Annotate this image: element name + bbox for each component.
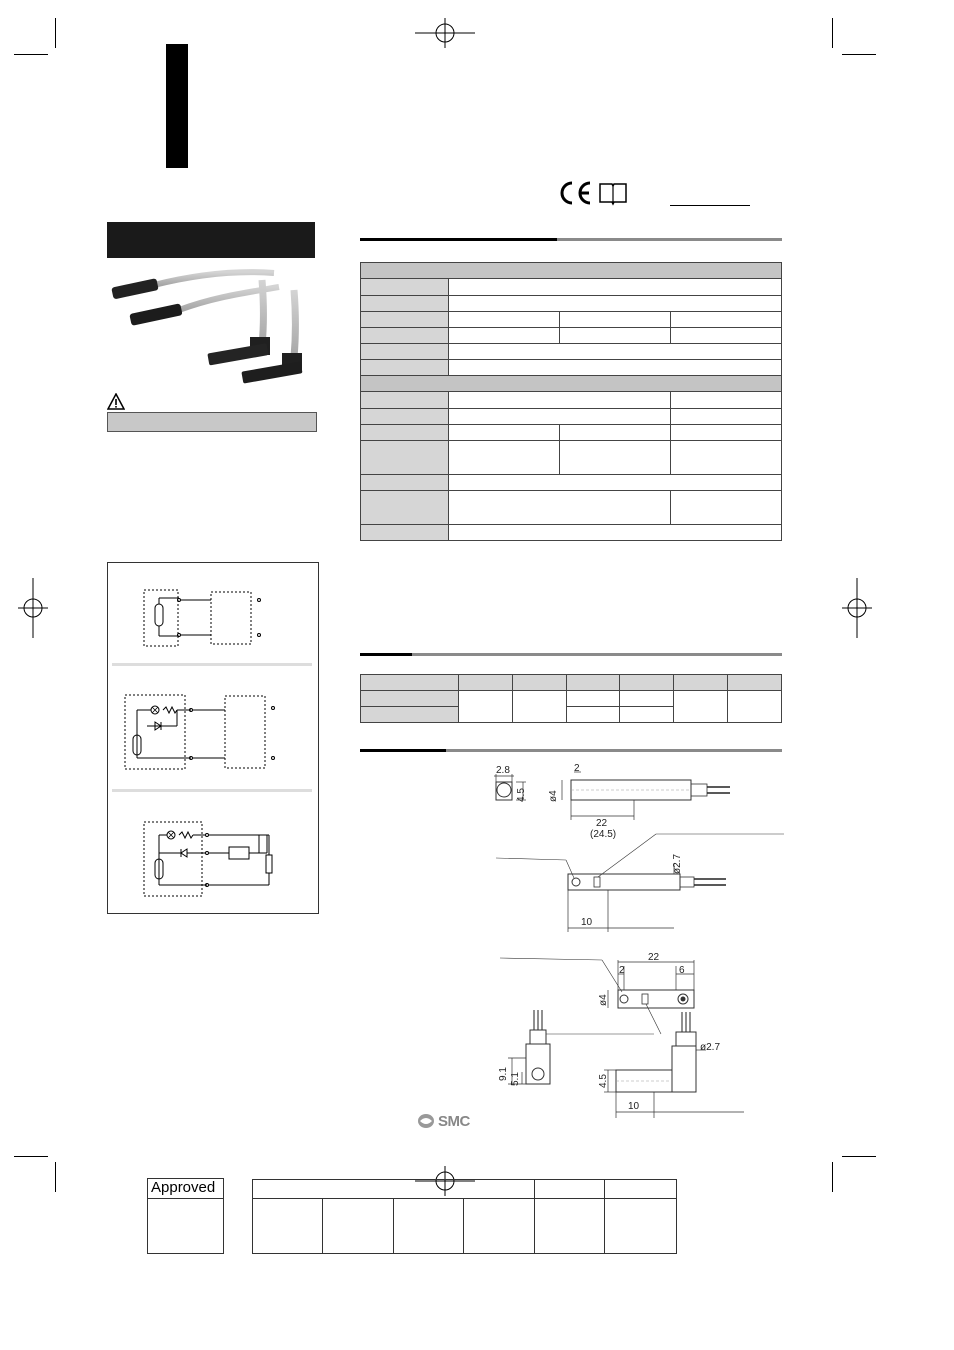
signature-col-divider [322, 1199, 323, 1253]
spec-cell [449, 475, 782, 491]
ce-mark-icon [556, 180, 594, 206]
weight-table [360, 674, 782, 723]
spec-cell [449, 296, 782, 312]
spec-cell [449, 409, 671, 425]
logo-text: SMC [438, 1112, 470, 1130]
spec-row-label [361, 392, 449, 409]
crop-mark [55, 1162, 56, 1192]
spec-row-label [361, 344, 449, 360]
weight-cell [566, 691, 620, 707]
section-rule-black [360, 653, 412, 656]
crop-mark [832, 1162, 833, 1192]
spec-cell [671, 392, 782, 409]
weight-header-cell [620, 675, 674, 691]
section-rule-gray [412, 653, 782, 656]
dim-label: 2 [574, 763, 580, 774]
warning-bar [107, 412, 317, 432]
weight-cell [512, 691, 566, 723]
spec-section-header [361, 263, 782, 279]
section-rule-black [360, 238, 557, 241]
product-title-bar [107, 222, 315, 258]
manual-book-icon [598, 180, 628, 206]
smc-logo-icon [417, 1113, 435, 1129]
crop-mark [842, 54, 876, 55]
spec-cell [671, 441, 782, 475]
spec-cell [449, 425, 560, 441]
weight-cell [566, 707, 620, 723]
spec-cell [449, 312, 560, 328]
spec-row-label [361, 409, 449, 425]
spec-row-label [361, 441, 449, 475]
specification-table [360, 262, 782, 541]
weight-cell [728, 691, 782, 723]
registration-mark-icon [18, 578, 48, 638]
smc-logo [417, 1111, 470, 1131]
dim-label: ø2.7 [672, 853, 683, 874]
spec-cell [560, 425, 671, 441]
spec-row-label [361, 475, 449, 491]
section-rule-gray [446, 749, 782, 752]
crop-mark [14, 1156, 48, 1157]
dim-label: 22 [648, 952, 660, 963]
dim-label: ø2.7 [700, 1042, 721, 1053]
weight-header-cell [459, 675, 513, 691]
weight-cell [620, 707, 674, 723]
signature-col-divider [534, 1179, 535, 1253]
signature-col-divider [604, 1179, 605, 1253]
dim-label: ø4 [548, 790, 559, 802]
signature-row-divider [252, 1198, 676, 1199]
product-photo [104, 265, 314, 395]
weight-header-cell [674, 675, 728, 691]
spec-cell [560, 441, 671, 475]
spec-cell [449, 392, 671, 409]
weight-header-cell [566, 675, 620, 691]
crop-mark [14, 54, 48, 55]
spec-cell [449, 491, 671, 525]
spec-cell [671, 328, 782, 344]
dim-label: 10 [628, 1101, 640, 1112]
dim-label: 2 [619, 965, 625, 976]
approved-divider [147, 1198, 223, 1199]
circuit-diagram-reed [107, 562, 317, 912]
reed-switch-symbol-icon [155, 604, 163, 626]
warning-triangle-icon [107, 393, 125, 410]
spec-cell [449, 328, 560, 344]
spec-cell [449, 441, 560, 475]
weight-cell [674, 691, 728, 723]
spec-row-label [361, 328, 449, 344]
spec-row-label [361, 312, 449, 328]
dim-label: 9.1 [498, 1067, 509, 1081]
spec-section-header [361, 376, 782, 392]
section-rule-gray [557, 238, 782, 241]
weight-cell [620, 691, 674, 707]
weight-header-cell [512, 675, 566, 691]
weight-header-cell [361, 675, 459, 691]
dimension-drawing-right-angle [486, 946, 776, 1126]
dim-label: 10 [581, 917, 593, 928]
dim-label: 6 [679, 965, 685, 976]
spec-cell [671, 491, 782, 525]
registration-mark-icon [842, 578, 872, 638]
weight-header-cell [728, 675, 782, 691]
spec-row-label [361, 296, 449, 312]
dim-label: ø4 [598, 994, 609, 1006]
dim-label: 22 [596, 818, 608, 829]
weight-row-label [361, 707, 459, 723]
spec-cell [449, 344, 782, 360]
section-rule-black [360, 749, 446, 752]
spec-cell [671, 425, 782, 441]
dim-label: 4.5 [516, 788, 527, 802]
spec-cell [671, 409, 782, 425]
spec-cell [671, 312, 782, 328]
dim-label: 4.5 [598, 1074, 609, 1088]
dim-label: (24.5) [590, 829, 617, 840]
spec-cell [560, 328, 671, 344]
signature-table [252, 1179, 677, 1254]
weight-row-label [361, 691, 459, 707]
spec-cell [449, 525, 782, 541]
signature-col-divider [463, 1199, 464, 1253]
spec-cell [560, 312, 671, 328]
spec-cell [449, 279, 782, 296]
crop-mark [55, 18, 56, 48]
signature-col-divider [393, 1199, 394, 1253]
dim-label: 2.8 [496, 765, 510, 776]
crop-mark [842, 1156, 876, 1157]
part-number-underline [670, 205, 750, 206]
spec-row-label [361, 425, 449, 441]
dimension-drawing-straight [486, 760, 786, 940]
spec-row-label [361, 279, 449, 296]
section-tab [166, 44, 188, 168]
spec-row-label [361, 525, 449, 541]
spec-row-label [361, 360, 449, 376]
approved-label: Approved [151, 1179, 216, 1196]
crop-mark [832, 18, 833, 48]
weight-cell [459, 691, 513, 723]
spec-row-label [361, 491, 449, 525]
registration-mark-icon [415, 18, 475, 48]
dim-label: 5.1 [510, 1072, 521, 1086]
spec-cell [449, 360, 782, 376]
